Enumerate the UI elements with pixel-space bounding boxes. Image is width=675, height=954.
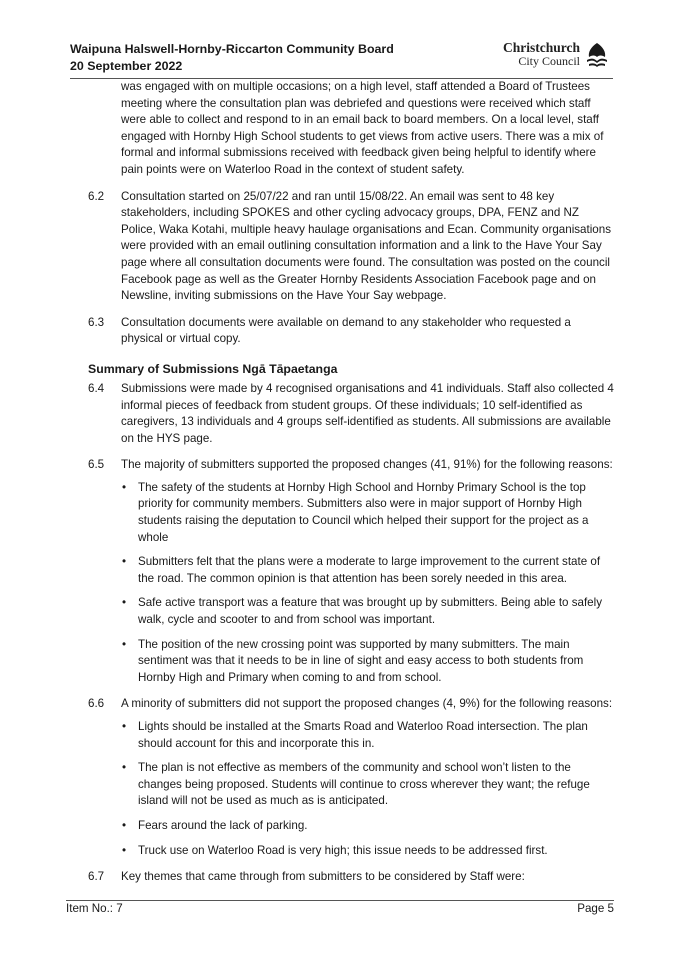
board-name: Waipuna Halswell-Hornby-Riccarton Community Board — [70, 42, 394, 56]
list-item: • Lights should be installed at the Smarts Road and Waterloo Road intersection. The plan should account for this and incorporate this in. — [121, 719, 615, 752]
list-item: • The safety of the students at Hornby High School and Hornby Primary School is the top priority for community members. Submitters also were in major support of Hornby High students raising the deputation to Council which helped their support for the project as a whole — [121, 480, 615, 546]
list-item: • Submitters felt that the plans were a moderate to large improvement to the current state of the road. The common opinion is that attention has been sorely needed in this area. — [121, 554, 615, 587]
paragraph-6-6 — [70, 696, 615, 867]
paragraph-text: The majority of submitters supported the proposed changes (41, 91%) for the following reasons: — [121, 458, 613, 472]
paragraph-6-2 — [70, 189, 615, 305]
page-number: Page 5 — [577, 902, 614, 915]
list-item: • The position of the new crossing point was supported by many submitters. The main sentiment was that it needs to be in line of sight and easy access to both students from Hornby High and Primary when coming to and from school. — [121, 637, 615, 687]
list-item: • Safe active transport was a feature that was brought up by submitters. Being able to safely walk, cycle and scooter to and from school was important. — [121, 595, 615, 628]
item-number: Item No.: 7 — [66, 902, 123, 915]
section-heading: Summary of Submissions Ngā Tāpaetanga — [88, 361, 338, 376]
paragraph-number: 6.4 — [88, 381, 105, 395]
paragraph-6-5 — [70, 457, 615, 694]
paragraph-number: 6.5 — [88, 458, 105, 472]
paragraph-text: Consultation documents were available on demand to any stakeholder who requested a physical or virtual copy. — [121, 315, 571, 346]
paragraph-number: 6.6 — [88, 697, 105, 711]
list-item: • Fears around the lack of parking. — [121, 818, 615, 835]
council-logo-icon — [584, 42, 610, 68]
council-logo — [503, 41, 610, 68]
paragraph-text: Key themes that came through from submitters to be considered by Staff were: — [121, 870, 525, 884]
page-header — [70, 41, 610, 77]
paragraph-6-4 — [70, 381, 615, 447]
logo-name: Christchurch — [502, 40, 580, 55]
paragraph-text: Submissions were made by 4 recognised organisations and 41 individuals. Staff also collected 4 informal pieces of feedback from student groups. Of these individuals; 10 self-identified as caregivers, 13 individuals and 4 groups self-identified as students. All submissions are available on the HYS page. — [121, 381, 614, 445]
document-body — [70, 79, 615, 886]
logo-sub: City Council — [518, 54, 580, 68]
list-item: • The plan is not effective as members of the community and school won’t listen to the changes being proposed. Students will continue to cross wherever they want; the refuge island will not be used as much as is anticipated. — [121, 760, 615, 810]
list-item: • Truck use on Waterloo Road is very high; this issue needs to be addressed first. — [121, 843, 615, 860]
paragraph-number: 6.7 — [88, 870, 105, 884]
bullet-list — [121, 719, 615, 859]
paragraph-6-7 — [70, 869, 615, 886]
bullet-list — [121, 480, 615, 687]
paragraph-number: 6.3 — [88, 315, 105, 329]
paragraph-6-3 — [70, 315, 615, 348]
meeting-date: 20 September 2022 — [70, 59, 183, 73]
paragraph-text: Consultation started on 25/07/22 and ran until 15/08/22. An email was sent to 48 key stakeholders, including SPOKES and other cycling advocacy groups, DPA, FENZ and NZ Police, Waka Kotahi, multiple heavy haulage organisations and Ecan. Community organisations were provided with an email outlining consultation information and a link to the Have Your Say page where all consultation documents were found. The consultation was posted on the council Facebook page as well as the Greater Hornby Residents Association Facebook page and on Newsline, inviting submissions on the Have Your Say webpage. — [121, 189, 611, 303]
continued-paragraph: was engaged with on multiple occasions; on a high level, staff attended a Board of Trustees meeting where the consultation plan was debriefed and questions were received which staff were able to collect and respond to in an email back to board members. On a local level, staff engaged with Hornby High School students to get views from active users. There was a mix of formal and informal submissions received with feedback given being helpful to identify where pain points were on Waterloo Road in the context of student safety. — [121, 80, 604, 176]
footer-divider — [66, 900, 614, 901]
paragraph-number: 6.2 — [88, 189, 105, 203]
paragraph-text: A minority of submitters did not support the proposed changes (4, 9%) for the following reasons: — [121, 697, 613, 711]
